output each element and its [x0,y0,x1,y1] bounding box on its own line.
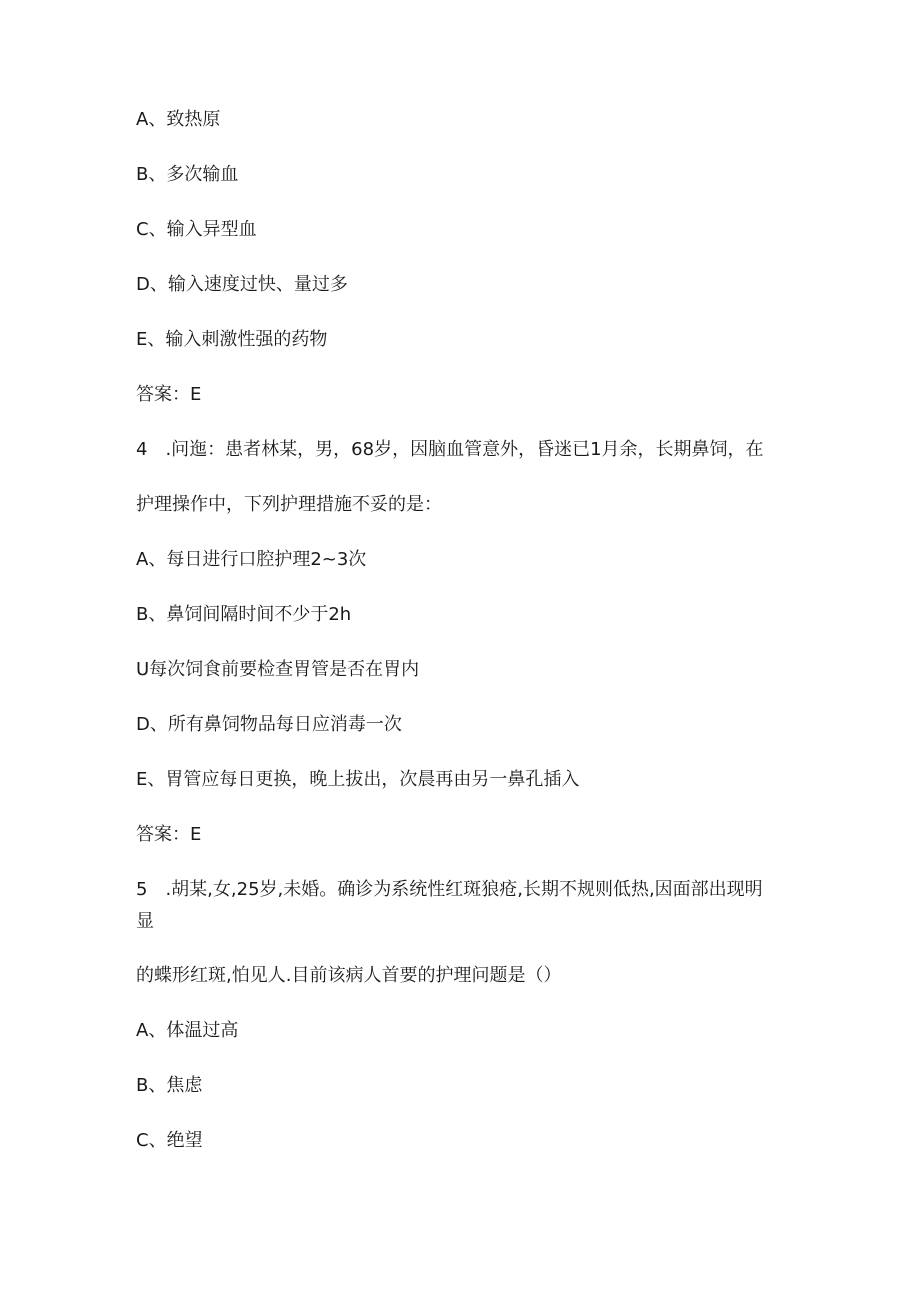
q3-option-e: E、输入刺激性强的药物 [136,329,328,350]
q5-question-line1: 5 .胡某,女,25岁,未婚。确诊为系统性红斑狼疮,长期不规则低热,因面部出现明 [136,879,763,900]
q5-question-line2: 显 [136,911,154,932]
q4-answer: 答案：E [136,824,202,845]
q4-option-b: B、鼻饲间隔时间不少于2h [136,604,352,625]
q4-option-a: A、每日进行口腔护理2~3次 [136,549,367,570]
q4-option-c: U每次饲食前要检查胃管是否在胃内 [136,659,420,680]
q3-option-d: D、输入速度过快、量过多 [136,274,348,295]
q3-option-b: B、多次输血 [136,164,239,185]
q3-option-a: A、致热原 [136,109,221,130]
q5-option-c: C、绝望 [136,1130,203,1151]
q3-answer: 答案：E [136,384,202,405]
q4-question-line2: 护理操作中，下列护理措施不妥的是： [136,494,442,515]
q4-option-e: E、胃管应每日更换，晚上拔出，次晨再由另一鼻孔插入 [136,769,580,790]
q5-option-b: B、焦虑 [136,1075,203,1096]
q5-option-a: A、体温过高 [136,1020,239,1041]
q4-question-line1: 4 .问迤：患者林某，男，68岁，因脑血管意外，昏迷已1月余，长期鼻饲，在 [136,439,764,460]
q4-option-d: D、所有鼻饲物品每日应消毒一次 [136,714,402,735]
q3-option-c: C、输入异型血 [136,219,257,240]
q5-question-line3: 的蝶形红斑,怕见人.目前该病人首要的护理问题是（） [136,965,562,986]
